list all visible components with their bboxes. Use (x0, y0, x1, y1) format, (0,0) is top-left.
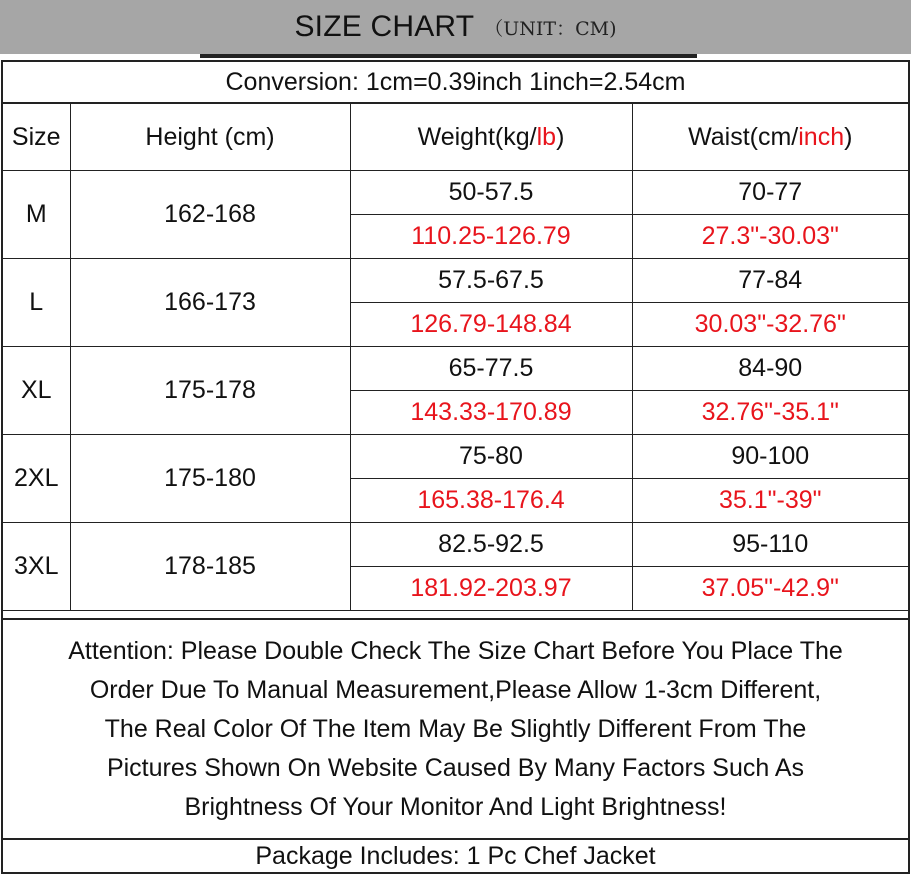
waist-inch-cell: 35.1"-39" (632, 479, 908, 523)
waist-cm-cell: 84-90 (632, 347, 908, 391)
weight-kg-cell: 50-57.5 (350, 171, 632, 215)
weight-lb-cell: 110.25-126.79 (350, 215, 632, 259)
package-includes: Package Includes: 1 Pc Chef Jacket (255, 841, 656, 870)
waist-inch-cell: 30.03"-32.76" (632, 303, 908, 347)
title-underline (200, 54, 697, 58)
header-waist-prefix: Waist(cm/ (688, 122, 799, 151)
attention-line: Attention: Please Double Check The Size Chart Before You Place The (68, 636, 843, 665)
header-size: Size (3, 104, 70, 171)
waist-cm-cell: 70-77 (632, 171, 908, 215)
height-cell: 166-173 (70, 259, 350, 347)
weight-kg-cell: 75-80 (350, 435, 632, 479)
weight-kg-cell: 57.5-67.5 (350, 259, 632, 303)
header-waist (632, 104, 908, 171)
waist-inch-cell: 27.3"-30.03" (632, 215, 908, 259)
size-cell: L (3, 259, 70, 347)
size-cell: XL (3, 347, 70, 435)
table-row (3, 523, 908, 567)
header-weight-unit: lb (536, 122, 557, 151)
table-header-row (3, 104, 908, 171)
table-row (3, 435, 908, 479)
attention-line: Pictures Shown On Website Caused By Many Factors Such As (106, 753, 805, 782)
weight-lb-cell: 143.33-170.89 (350, 391, 632, 435)
table-row (3, 171, 908, 215)
size-table (3, 104, 908, 611)
size-cell: 2XL (3, 435, 70, 523)
table-row (3, 347, 908, 391)
attention-line: The Real Color Of The Item May Be Slightly Different From The (104, 714, 807, 743)
waist-cm-cell: 95-110 (632, 523, 908, 567)
waist-inch-cell: 37.05"-42.9" (632, 567, 908, 611)
attention-line: Brightness Of Your Monitor And Light Brightness! (184, 792, 727, 821)
height-cell: 175-180 (70, 435, 350, 523)
header-height: Height (cm) (70, 104, 350, 171)
size-cell: M (3, 171, 70, 259)
size-cell: 3XL (3, 523, 70, 611)
waist-cm-cell: 77-84 (632, 259, 908, 303)
height-cell: 178-185 (70, 523, 350, 611)
header-weight-prefix: Weight(kg/ (417, 122, 537, 151)
weight-kg-cell: 82.5-92.5 (350, 523, 632, 567)
weight-lb-cell: 181.92-203.97 (350, 567, 632, 611)
header-waist-unit: inch (798, 122, 845, 151)
waist-inch-cell: 32.76"-35.1" (632, 391, 908, 435)
attention-line: Order Due To Manual Measurement,Please Allow 1-3cm Different, (89, 675, 822, 704)
header-weight (350, 104, 632, 171)
header-weight-suffix: ) (556, 122, 565, 151)
height-cell: 162-168 (70, 171, 350, 259)
height-cell: 175-178 (70, 347, 350, 435)
weight-lb-cell: 165.38-176.4 (350, 479, 632, 523)
weight-lb-cell: 126.79-148.84 (350, 303, 632, 347)
conversion-note: Conversion: 1cm=0.39inch 1inch=2.54cm (3, 62, 908, 104)
header-waist-suffix: ) (844, 122, 853, 151)
table-row (3, 259, 908, 303)
title-banner (0, 0, 911, 54)
size-chart-frame (1, 60, 910, 874)
waist-cm-cell: 90-100 (632, 435, 908, 479)
attention-note (3, 618, 908, 840)
unit-label: （UNIT：CM) (484, 17, 617, 40)
weight-kg-cell: 65-77.5 (350, 347, 632, 391)
page-title: SIZE CHART (294, 10, 475, 43)
